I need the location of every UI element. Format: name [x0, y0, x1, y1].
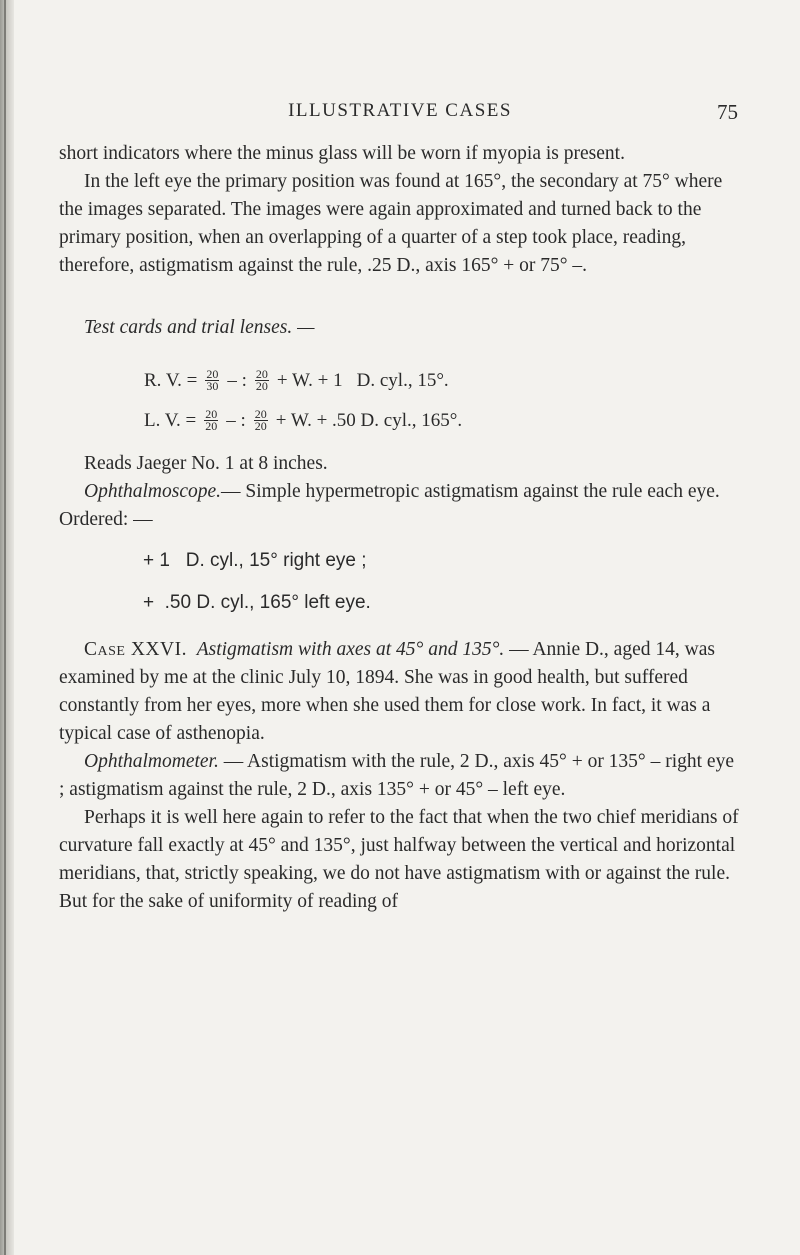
- rv-lead: R. V. =: [144, 369, 198, 391]
- page-number: 75: [717, 100, 738, 124]
- lv-lead: L. V. =: [144, 409, 197, 431]
- case-text: — Annie D., aged 14, was examined by me at the clinic July 10, 1894. She was in good health, but suffered constantly from her eyes, more when she used them for close work. In fact, it was a typical case of asthenopia.: [59, 639, 715, 744]
- prescription-left-eye: + .50 D. cyl., 165° left eye.: [143, 592, 371, 613]
- ophthalmoscope-text: — Simple hypermetropic astigmatism against the rule each eye. Ordered: —: [59, 481, 720, 530]
- ophthalmometer-label: Ophthalmometer.: [84, 751, 219, 772]
- ophthalmoscope-label: Ophthalmoscope.: [84, 481, 222, 502]
- left-vision-formula: [59, 400, 743, 440]
- lv-fraction-1: $\frac{20}{20}$: [205, 406, 218, 433]
- ophthalmometer-paragraph: [59, 748, 743, 804]
- case-xxvi-paragraph: [59, 636, 743, 748]
- page-binding-edge: [0, 0, 14, 1255]
- jaeger-reading: Reads Jaeger No. 1 at 8 inches.: [84, 453, 328, 474]
- running-title: ILLUSTRATIVE CASES: [288, 100, 512, 121]
- paragraph-continuation: short indicators where the minus glass will be worn if myopia is present.: [59, 143, 625, 164]
- rv-tail: + W. + 1: [276, 369, 343, 391]
- paragraph-left-eye: In the left eye the primary position was found at 165°, the secondary at 75° where the images separated. The images were again approximated and turned back to the primary position, when an overlapping of a quarter of a step took place, reading, therefore, astigmatism against the rule, .25 D., axis 165° + or 75° –.: [59, 171, 723, 276]
- lv-mid: – :: [226, 409, 246, 431]
- lv-tail: + W. + .50 D. cyl., 165°.: [275, 409, 463, 431]
- test-cards-heading: [59, 314, 743, 342]
- rv-fraction-2: $\frac{20}{20}$: [255, 366, 268, 393]
- right-vision-formula: [59, 360, 743, 400]
- ophthalmometer-text: — Astigmatism with the rule, 2 D., axis 45° + or 135° – right eye ; astigmatism against the rule, 2 D., axis 135° + or 45° – left eye.: [59, 751, 734, 800]
- ophthalmoscope-paragraph: [59, 478, 743, 534]
- page-body: [59, 140, 743, 916]
- rv-lens: D. cyl., 15°.: [356, 369, 449, 391]
- test-cards-heading-text: Test cards and trial lenses. —: [84, 317, 315, 338]
- prescription-right-eye: + 1 D. cyl., 15° right eye ;: [143, 550, 367, 571]
- case-title: Astigmatism with axes at 45° and 135°.: [196, 639, 505, 660]
- binding-shadow-line: [4, 0, 6, 1255]
- meridians-paragraph: Perhaps it is well here again to refer to the fact that when the two chief meridians of curvature fall exactly at 45° and 135°, just halfway between the vertical and horizontal meridians, that, strictly speaking, we do not have astigmatism with or against the rule. But for the sake of uniformity of reading of: [59, 807, 739, 912]
- rv-mid: – :: [227, 369, 247, 391]
- rv-fraction-1: $\frac{20}{30}$: [206, 366, 219, 393]
- case-label: Case XXVI.: [84, 639, 187, 660]
- lv-fraction-2: $\frac{20}{20}$: [254, 406, 267, 433]
- running-head: [60, 100, 740, 130]
